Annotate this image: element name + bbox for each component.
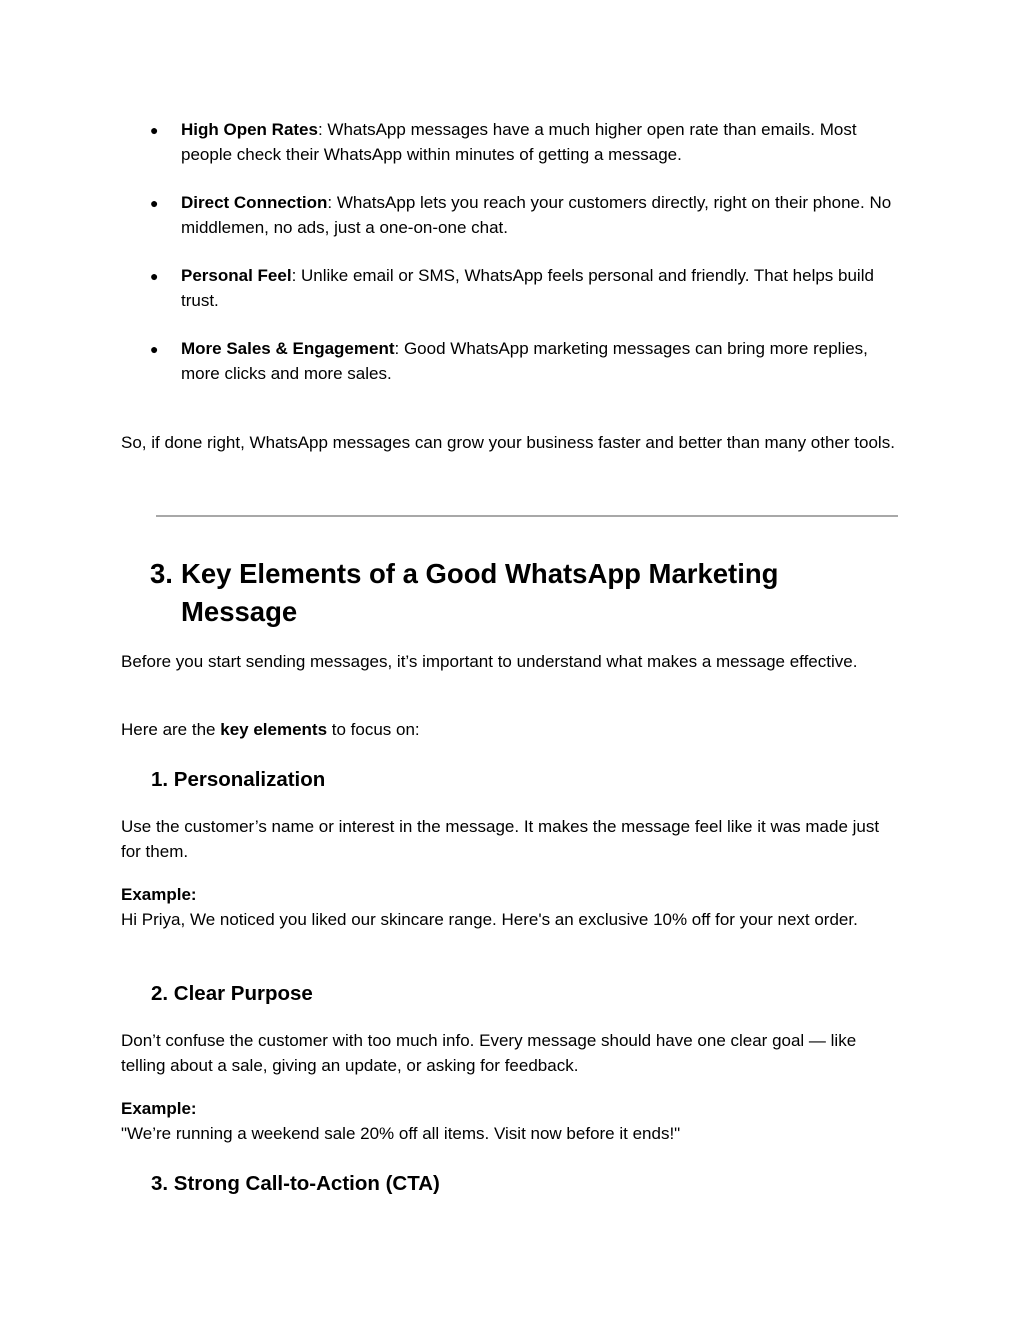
example-label: Example:	[121, 885, 197, 904]
element-body: Don’t confuse the customer with too much info. Every message should have one clear goal — like telling about a sale, giving an update, or asking for feedback.	[121, 1031, 857, 1075]
subheading-cta: 3. Strong Call-to-Action (CTA)	[151, 1172, 440, 1195]
bullet-term: High Open Rates	[181, 120, 318, 139]
example-text: "We’re running a weekend sale 20% off all items. Visit now before it ends!"	[121, 1123, 681, 1143]
list-item	[150, 337, 900, 386]
section-number: 3.	[150, 558, 173, 589]
bullet-text: : Good WhatsApp marketing messages can bring more replies, more clicks and more sales.	[181, 339, 868, 383]
horizontal-divider	[156, 515, 898, 517]
bullet-term: Direct Connection	[181, 193, 328, 212]
bullet-term: Personal Feel	[181, 266, 292, 285]
bullet-icon: ●	[150, 122, 159, 138]
section-intro: Before you start sending messages, it’s important to understand what makes a message effective.	[121, 652, 858, 671]
example-text: Hi Priya, We noticed you liked our skincare range. Here's an exclusive 10% off for your next order.	[121, 909, 858, 929]
section-lead	[121, 718, 901, 743]
bullet-icon: ●	[150, 268, 159, 284]
bullet-icon: ●	[150, 195, 159, 211]
section-title-line1: Key Elements of a Good WhatsApp Marketing	[181, 558, 779, 589]
example-label: Example:	[121, 1099, 197, 1118]
section-heading	[150, 555, 870, 631]
summary-paragraph: So, if done right, WhatsApp messages can grow your business faster and better than many other tools.	[121, 433, 895, 452]
bullet-text: : WhatsApp lets you reach your customers directly, right on their phone. No middlemen, no ads, just a one-on-one chat.	[181, 193, 892, 237]
example-block	[121, 1097, 901, 1146]
example-block	[121, 883, 901, 932]
bullet-icon: ●	[150, 341, 159, 357]
bullet-text: : Unlike email or SMS, WhatsApp feels personal and friendly. That helps build trust.	[181, 266, 874, 310]
element-body: Use the customer’s name or interest in the message. It makes the message feel like it was made just for them.	[121, 817, 880, 861]
subheading-personalization: 1. Personalization	[151, 768, 326, 791]
list-item	[150, 118, 900, 167]
subheading-clear-purpose: 2. Clear Purpose	[151, 982, 313, 1005]
list-item	[150, 264, 900, 313]
bullet-term: More Sales & Engagement	[181, 339, 395, 358]
section-title-line2: Message	[181, 596, 298, 627]
lead-text-after: to focus on:	[327, 720, 420, 739]
benefits-list	[150, 118, 900, 410]
list-item	[150, 191, 900, 240]
lead-text-before: Here are the	[121, 720, 221, 739]
lead-text-bold: key elements	[220, 720, 328, 739]
bullet-text: : WhatsApp messages have a much higher open rate than emails. Most people check their WhatsApp within minutes of getting a message.	[181, 120, 857, 164]
